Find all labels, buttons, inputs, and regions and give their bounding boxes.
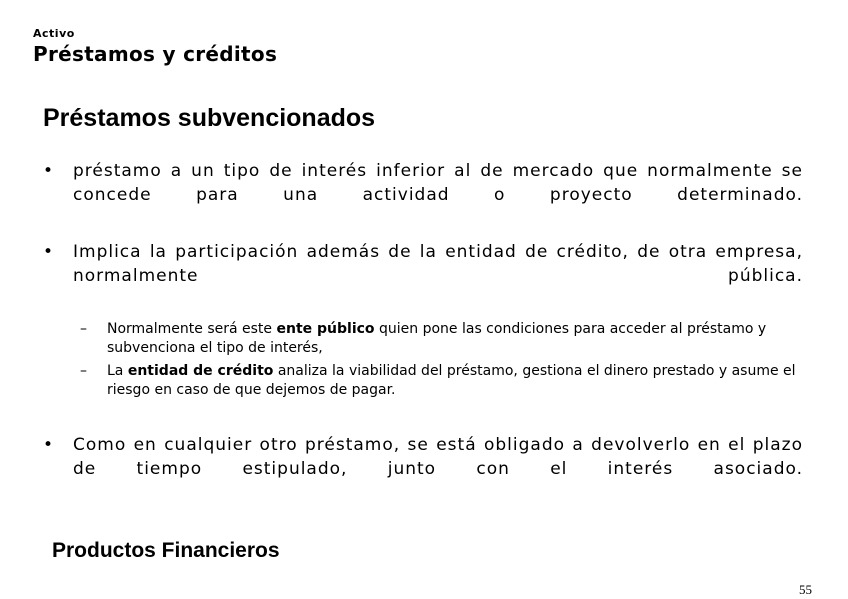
sub-bullet-text (107, 320, 806, 358)
bullet-marker: • (43, 435, 55, 455)
sub-bullet-text-pre: La (107, 363, 128, 379)
bullet-text: Como en cualquier otro préstamo, se está obligado a devolverlo en el plazo de tiempo estipulado, junto con el interés asociado. (73, 435, 803, 479)
bullet-item (43, 159, 803, 209)
slide-title: Préstamos subvencionados (43, 104, 376, 132)
page-number: 55 (799, 582, 812, 597)
sub-bullet-text-post: analiza la viabilidad del préstamo, gestiona el dinero prestado y asume el riesgo en caso de que dejemos de pagar. (107, 363, 796, 398)
bullet-text: préstamo a un tipo de interés inferior al de mercado que normalmente se concede para una actividad o proyecto determinado. (73, 161, 803, 205)
sub-bullet-emphasis: entidad de crédito (127, 363, 274, 379)
bullet-item (43, 240, 803, 290)
sub-bullet-item (80, 320, 806, 358)
footer-heading: Productos Financieros (52, 539, 280, 562)
bullet-marker: • (43, 161, 55, 181)
sub-bullet-text (107, 362, 806, 400)
sub-bullet-text-pre: Normalmente será este (107, 321, 277, 337)
sub-bullet-marker: – (80, 321, 87, 337)
sub-bullet-item (80, 362, 806, 400)
bullet-item (43, 433, 803, 483)
bullet-marker: • (43, 242, 55, 262)
sub-bullet-text-post: quien pone las condiciones para acceder al préstamo y subvenciona el tipo de interés, (107, 321, 767, 356)
bullet-text: Implica la participación además de la entidad de crédito, de otra empresa, normalmente pública. (73, 242, 803, 286)
section-kicker: Activo (33, 27, 75, 40)
sub-bullet-marker: – (80, 363, 87, 379)
header-title: Préstamos y créditos (33, 42, 278, 66)
sub-bullet-emphasis: ente público (276, 321, 375, 337)
